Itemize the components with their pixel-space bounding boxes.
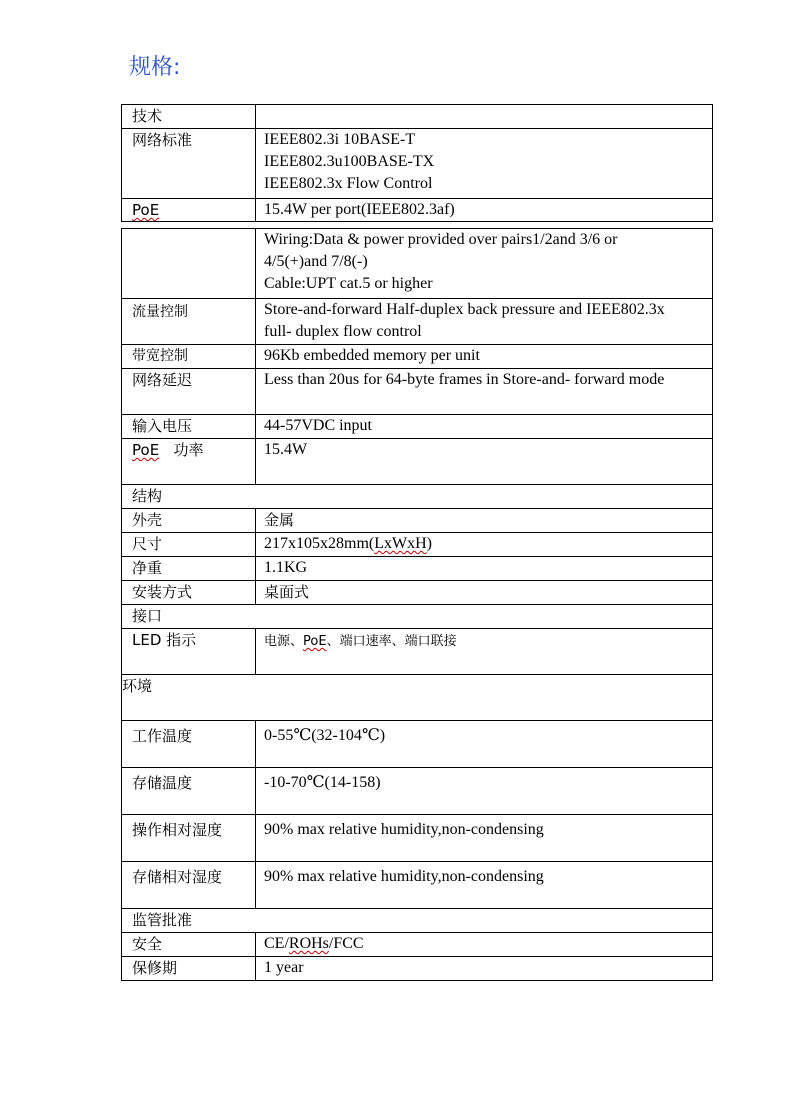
row-label-led: LED 指示	[122, 629, 256, 675]
row-label-poe	[122, 199, 256, 222]
row-value-storage-humidity: 90% max relative humidity,non-condensing	[256, 862, 713, 909]
row-value-poe-power: 15.4W	[256, 439, 713, 485]
row-value-bandwidth: 96Kb embedded memory per unit	[256, 345, 713, 369]
row-label-storage-temp: 存储温度	[122, 768, 256, 815]
safety-fcc: /FCC	[328, 935, 364, 952]
row-value-latency: Less than 20us for 64-byte frames in Store-and- forward mode	[256, 369, 713, 415]
row-label-warranty: 保修期	[122, 957, 256, 981]
row-value-storage-temp: -10-70℃(14-158)	[256, 768, 713, 815]
size-close: )	[426, 535, 432, 552]
row-label-mounting: 安装方式	[122, 581, 256, 605]
flow-control-line: full- duplex flow control	[264, 323, 422, 340]
table-row	[122, 345, 713, 369]
row-label-size: 尺寸	[122, 533, 256, 557]
poe-label-text: PoE	[132, 201, 160, 219]
standard-line: IEEE802.3u100BASE-TX	[264, 153, 435, 170]
row-label-latency: 网络延迟	[122, 369, 256, 415]
row-label-bandwidth: 带宽控制	[122, 345, 256, 369]
table-row	[122, 957, 713, 981]
row-label-storage-humidity: 存储相对湿度	[122, 862, 256, 909]
row-value-input-voltage: 44-57VDC input	[256, 415, 713, 439]
led-power: 电源、	[264, 634, 304, 649]
row-label-network-standard: 网络标准	[122, 129, 256, 199]
wiring-line: Cable:UPT cat.5 or higher	[264, 275, 433, 292]
table-row	[122, 129, 713, 199]
standard-line: IEEE802.3i 10BASE-T	[264, 131, 416, 148]
table-row	[122, 485, 713, 509]
row-value-led	[256, 629, 713, 675]
row-label-flow-control: 流量控制	[122, 299, 256, 345]
row-value-safety	[256, 933, 713, 957]
section-heading-environment: 环境	[122, 675, 713, 721]
table-row	[122, 369, 713, 415]
row-value-mounting: 桌面式	[256, 581, 713, 605]
row-value-flow-control	[256, 299, 713, 345]
flow-control-line: Store-and-forward Half-duplex back pressure and IEEE802.3x	[264, 301, 665, 318]
wiring-line: 4/5(+)and 7/8(-)	[264, 253, 368, 270]
row-label-op-humidity: 操作相对湿度	[122, 815, 256, 862]
row-value-warranty: 1 year	[256, 957, 713, 981]
table-row	[122, 509, 713, 533]
table-row	[122, 605, 713, 629]
wiring-line: Wiring:Data & power provided over pairs1/2and 3/6 or	[264, 231, 618, 248]
section-heading-interface: 接口	[122, 605, 713, 629]
row-label-op-temp: 工作温度	[122, 721, 256, 768]
section-heading-structure: 结构	[122, 485, 713, 509]
table-row	[122, 768, 713, 815]
row-value-network-standard	[256, 129, 713, 199]
safety-ce: CE/	[264, 935, 289, 952]
row-value-tech	[256, 105, 713, 129]
row-label-shell: 外壳	[122, 509, 256, 533]
table-row	[122, 815, 713, 862]
row-value-wiring	[256, 229, 713, 299]
table-row	[122, 675, 713, 721]
spec-table-main	[121, 228, 713, 981]
table-row	[122, 721, 713, 768]
table-row	[122, 629, 713, 675]
size-dims: 217x105x28mm(	[264, 535, 375, 552]
table-row	[122, 229, 713, 299]
led-rest: 、端口速率、端口联接	[326, 634, 457, 649]
row-label-poe-power	[122, 439, 256, 485]
led-poe: PoE	[303, 634, 327, 649]
row-value-weight: 1.1KG	[256, 557, 713, 581]
table-row	[122, 533, 713, 557]
row-label-wiring	[122, 229, 256, 299]
table-row	[122, 581, 713, 605]
table-row	[122, 105, 713, 129]
size-unit: LxWxH	[374, 535, 427, 552]
table-row	[122, 933, 713, 957]
page-title: 规格:	[129, 55, 181, 80]
section-heading-regulatory: 监管批准	[122, 909, 713, 933]
table-row	[122, 439, 713, 485]
poe-power-label-b: 功率	[173, 441, 204, 459]
table-row	[122, 862, 713, 909]
row-value-size	[256, 533, 713, 557]
table-row	[122, 199, 713, 222]
row-value-poe: 15.4W per port(IEEE802.3af)	[256, 199, 713, 222]
table-row	[122, 909, 713, 933]
poe-power-label-a: PoE	[132, 441, 160, 459]
standard-line: IEEE802.3x Flow Control	[264, 175, 433, 192]
row-label-safety: 安全	[122, 933, 256, 957]
row-label-input-voltage: 输入电压	[122, 415, 256, 439]
row-label-weight: 净重	[122, 557, 256, 581]
safety-rohs: ROHs	[288, 935, 329, 952]
row-value-shell: 金属	[256, 509, 713, 533]
table-row	[122, 299, 713, 345]
table-row	[122, 415, 713, 439]
table-row	[122, 557, 713, 581]
spec-table-top	[121, 104, 713, 222]
row-value-op-temp: 0-55℃(32-104℃)	[256, 721, 713, 768]
row-value-op-humidity: 90% max relative humidity,non-condensing	[256, 815, 713, 862]
row-label-tech: 技术	[122, 105, 256, 129]
